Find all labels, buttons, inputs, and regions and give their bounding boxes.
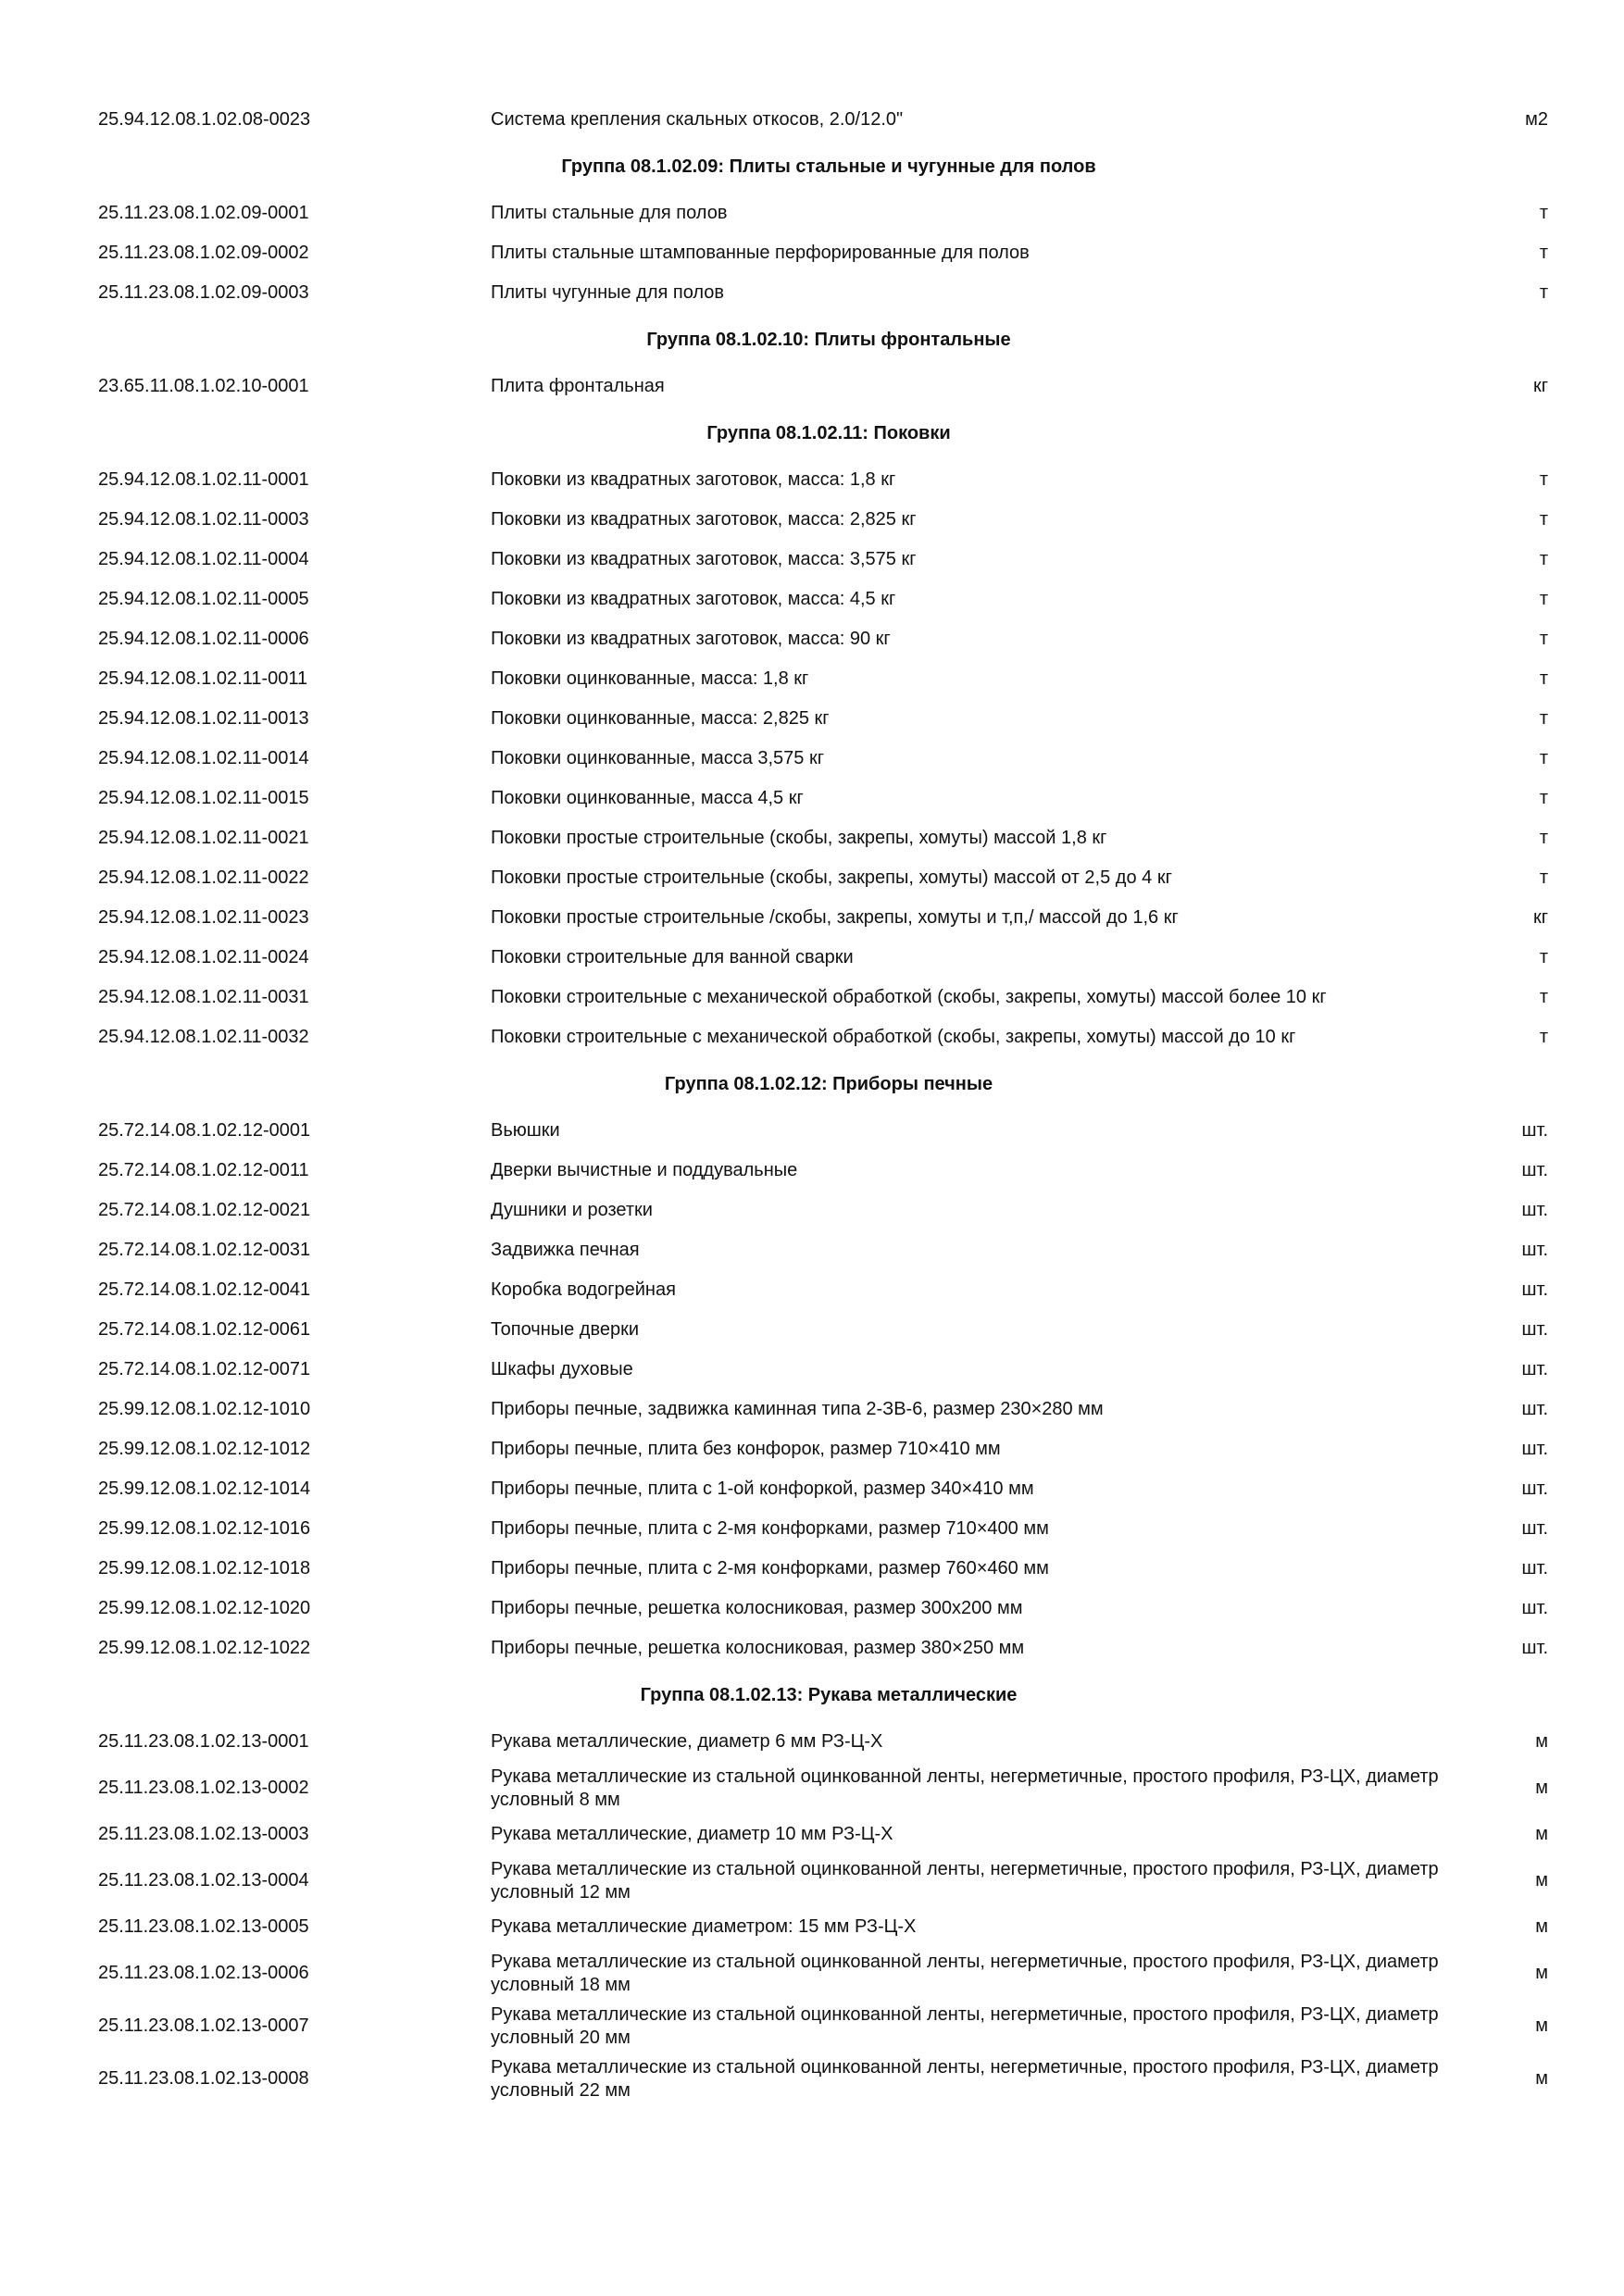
resource-code: 25.94.12.08.1.02.11-0024 [98,947,309,967]
resource-name: Рукава металлические из стальной оцинкованной ленты, негерметичные, простого профиля, РЗ-ЦХ, диаметр условный 22 мм [491,2056,1439,2101]
resource-name: Поковки из квадратных заготовок, масса: 3,575 кг [491,549,917,569]
unit-of-measure: т [1539,282,1548,303]
unit-of-measure: т [1539,203,1548,223]
resource-name: Рукава металлические из стальной оцинкованной ленты, негерметичные, простого профиля, РЗ-ЦХ, диаметр условный 12 мм [491,1858,1439,1903]
resource-code: 25.99.12.08.1.02.12-1010 [98,1399,311,1419]
table-row [98,699,1559,739]
unit-of-measure: кг [1532,376,1548,396]
resource-name: Поковки простые строительные (скобы, закрепы, хомуты) массой 1,8 кг [491,828,1107,848]
unit-of-measure: т [1539,243,1548,263]
resource-code: 25.72.14.08.1.02.12-0031 [98,1240,311,1260]
unit-of-measure: шт. [1521,1160,1548,1180]
resource-name: Плиты чугунные для полов [491,282,725,303]
table-row [98,1907,1559,1947]
resource-name: Приборы печные, плита с 2-мя конфорками, размер 760×460 мм [491,1558,1049,1578]
table-row [98,1230,1559,1270]
resource-name: Приборы печные, плита с 2-мя конфорками, размер 710×400 мм [491,1518,1049,1539]
unit-of-measure: шт. [1521,1638,1548,1658]
unit-of-measure: шт. [1521,1518,1548,1539]
table-row [98,233,1559,273]
unit-of-measure: т [1539,828,1548,848]
table-row [98,978,1559,1017]
resource-code: 25.99.12.08.1.02.12-1014 [98,1479,311,1499]
resource-code: 25.94.12.08.1.02.11-0023 [98,907,309,928]
unit-of-measure: шт. [1521,1120,1548,1141]
price-catalog-page [98,100,1559,2105]
resource-code: 25.94.12.08.1.02.08-0023 [98,109,311,130]
unit-of-measure: т [1539,947,1548,967]
unit-of-measure: м [1535,2068,1548,2089]
resource-name: Рукава металлические, диаметр 6 мм РЗ-Ц-Х [491,1731,883,1752]
resource-code: 25.99.12.08.1.02.12-1022 [98,1638,311,1658]
table-row [98,580,1559,619]
table-row [98,193,1559,233]
resource-name: Душники и розетки [491,1200,653,1220]
resource-code: 25.94.12.08.1.02.11-0006 [98,629,309,649]
resource-name: Поковки оцинкованные, масса 3,575 кг [491,748,825,768]
resource-code: 25.99.12.08.1.02.12-1018 [98,1558,311,1578]
group-heading: Группа 08.1.02.09: Плиты стальные и чугунные для полов [561,156,1096,177]
table-row [98,1854,1559,1907]
unit-of-measure: т [1539,469,1548,490]
resource-name: Поковки строительные с механической обработкой (скобы, закрепы, хомуты) массой до 10 кг [491,1027,1296,1047]
table-row [98,779,1559,818]
resource-code: 25.99.12.08.1.02.12-1020 [98,1598,311,1618]
table-row [98,1191,1559,1230]
unit-of-measure: т [1539,748,1548,768]
resource-name: Поковки оцинкованные, масса: 1,8 кг [491,668,809,689]
unit-of-measure: т [1539,589,1548,609]
resource-code: 25.11.23.08.1.02.13-0001 [98,1731,309,1752]
table-row [98,818,1559,858]
resource-code: 25.11.23.08.1.02.13-0004 [98,1870,309,1890]
resource-name: Приборы печные, плита с 1-ой конфоркой, размер 340×410 мм [491,1479,1034,1499]
resource-code: 25.72.14.08.1.02.12-0001 [98,1120,311,1141]
resource-name: Система крепления скальных откосов, 2.0/12.0" [491,109,904,130]
table-row [98,1589,1559,1628]
resource-name: Рукава металлические из стальной оцинкованной ленты, негерметичные, простого профиля, РЗ-ЦХ, диаметр условный 20 мм [491,2003,1439,2048]
unit-of-measure: т [1539,549,1548,569]
resource-name: Поковки простые строительные /скобы, закрепы, хомуты и т,п,/ массой до 1,6 кг [491,907,1179,928]
resource-code: 25.11.23.08.1.02.09-0002 [98,243,309,263]
resource-name: Поковки простые строительные (скобы, закрепы, хомуты) массой от 2,5 до 4 кг [491,867,1172,888]
resource-code: 23.65.11.08.1.02.10-0001 [98,376,309,396]
table-row [98,2053,1559,2105]
resource-name: Плита фронтальная [491,376,665,396]
resource-name: Топочные дверки [491,1319,640,1340]
resource-name: Поковки строительные для ванной сварки [491,947,854,967]
unit-of-measure: м [1535,1731,1548,1752]
table-row [98,898,1559,938]
unit-of-measure: шт. [1521,1359,1548,1379]
unit-of-measure: м [1535,1870,1548,1890]
resource-name: Дверки вычистные и поддувальные [491,1160,798,1180]
resource-name: Приборы печные, решетка колосниковая, размер 380×250 мм [491,1638,1025,1658]
unit-of-measure: шт. [1521,1479,1548,1499]
resource-code: 25.94.12.08.1.02.11-0021 [98,828,309,848]
unit-of-measure: шт. [1521,1240,1548,1260]
resource-code: 25.94.12.08.1.02.11-0005 [98,589,309,609]
resource-code: 25.11.23.08.1.02.13-0003 [98,1824,309,1844]
unit-of-measure: шт. [1521,1399,1548,1419]
unit-of-measure: шт. [1521,1598,1548,1618]
group-heading: Группа 08.1.02.13: Рукава металлические [640,1684,1018,1705]
resource-name: Плиты стальные штампованные перфорированные для полов [491,243,1030,263]
resource-name: Поковки строительные с механической обработкой (скобы, закрепы, хомуты) массой более 10 кг [491,987,1327,1007]
resource-name: Поковки из квадратных заготовок, масса: 2,825 кг [491,509,917,530]
table-row [98,1762,1559,1815]
table-row [98,273,1559,313]
resource-name: Поковки из квадратных заготовок, масса: 1,8 кг [491,469,896,490]
table-row [98,659,1559,699]
unit-of-measure: т [1539,629,1548,649]
resource-code: 25.94.12.08.1.02.11-0032 [98,1027,309,1047]
resource-code: 25.94.12.08.1.02.11-0001 [98,469,309,490]
table-row [98,367,1559,406]
resource-name: Вьюшки [491,1120,560,1141]
unit-of-measure: м [1535,1824,1548,1844]
table-row [98,500,1559,540]
resource-name: Приборы печные, решетка колосниковая, размер 300х200 мм [491,1598,1023,1618]
table-row [98,1469,1559,1509]
resource-name: Коробка водогрейная [491,1279,676,1300]
table-row [98,1722,1559,1762]
resource-name: Рукава металлические из стальной оцинкованной ленты, негерметичные, простого профиля, РЗ-ЦХ, диаметр условный 18 мм [491,1951,1439,1995]
table-row [98,1509,1559,1549]
table-row [98,739,1559,779]
resource-code: 25.11.23.08.1.02.13-0007 [98,2015,309,2036]
resource-name: Приборы печные, плита без конфорок, размер 710×410 мм [491,1439,1001,1459]
unit-of-measure: кг [1532,907,1548,928]
resource-code: 25.94.12.08.1.02.11-0003 [98,509,309,530]
resource-code: 25.94.12.08.1.02.11-0011 [98,668,308,689]
resource-name: Плиты стальные для полов [491,203,728,223]
unit-of-measure: т [1539,509,1548,530]
table-row [98,1350,1559,1390]
resource-code: 25.94.12.08.1.02.11-0013 [98,708,309,729]
unit-of-measure: шт. [1521,1558,1548,1578]
unit-of-measure: т [1539,668,1548,689]
resource-name: Рукава металлические, диаметр 10 мм РЗ-Ц-Х [491,1824,893,1844]
resource-code: 25.11.23.08.1.02.13-0008 [98,2068,309,2089]
resource-code: 25.72.14.08.1.02.12-0021 [98,1200,311,1220]
resource-code: 25.99.12.08.1.02.12-1012 [98,1439,311,1459]
group-heading: Группа 08.1.02.10: Плиты фронтальные [646,329,1011,350]
table-row [98,1390,1559,1429]
table-row [98,1151,1559,1191]
resource-code: 25.72.14.08.1.02.12-0041 [98,1279,311,1300]
resource-code: 25.72.14.08.1.02.12-0011 [98,1160,309,1180]
resource-code: 25.11.23.08.1.02.09-0001 [98,203,309,223]
table-row [98,1947,1559,2000]
unit-of-measure: т [1539,987,1548,1007]
table-row [98,1310,1559,1350]
table-row [98,1017,1559,1057]
resource-name: Рукава металлические диаметром: 15 мм РЗ-Ц-Х [491,1916,917,1937]
resource-name: Поковки оцинкованные, масса 4,5 кг [491,788,804,808]
unit-of-measure: м [1535,2015,1548,2036]
resource-code: 25.99.12.08.1.02.12-1016 [98,1518,311,1539]
table-row [98,1549,1559,1589]
unit-of-measure: м2 [1525,109,1548,130]
unit-of-measure: м [1535,1916,1548,1937]
table-row [98,619,1559,659]
resource-code: 25.94.12.08.1.02.11-0004 [98,549,309,569]
unit-of-measure: шт. [1521,1319,1548,1340]
table-row [98,460,1559,500]
resource-code: 25.72.14.08.1.02.12-0071 [98,1359,311,1379]
resource-code: 25.94.12.08.1.02.11-0031 [98,987,309,1007]
resource-name: Приборы печные, задвижка каминная типа 2-ЗВ-6, размер 230×280 мм [491,1399,1104,1419]
unit-of-measure: м [1535,1778,1548,1798]
table-row [98,1815,1559,1854]
table-row [98,1270,1559,1310]
unit-of-measure: т [1539,867,1548,888]
unit-of-measure: шт. [1521,1200,1548,1220]
unit-of-measure: т [1539,1027,1548,1047]
resource-name: Поковки из квадратных заготовок, масса: 90 кг [491,629,891,649]
resource-name: Поковки из квадратных заготовок, масса: 4,5 кг [491,589,896,609]
unit-of-measure: шт. [1521,1439,1548,1459]
resource-code: 25.11.23.08.1.02.13-0002 [98,1778,309,1798]
table-row [98,858,1559,898]
resource-code: 25.11.23.08.1.02.09-0003 [98,282,309,303]
table-row [98,540,1559,580]
table-row [98,100,1559,140]
group-heading: Группа 08.1.02.12: Приборы печные [664,1073,993,1094]
resource-code: 25.72.14.08.1.02.12-0061 [98,1319,311,1340]
table-row [98,2000,1559,2053]
resource-name: Рукава металлические из стальной оцинкованной ленты, негерметичные, простого профиля, РЗ-ЦХ, диаметр условный 8 мм [491,1766,1439,1810]
unit-of-measure: м [1535,1963,1548,1983]
resource-name: Задвижка печная [491,1240,640,1260]
unit-of-measure: т [1539,788,1548,808]
unit-of-measure: шт. [1521,1279,1548,1300]
resource-code: 25.11.23.08.1.02.13-0005 [98,1916,309,1937]
table-row [98,1429,1559,1469]
resource-name: Шкафы духовые [491,1359,633,1379]
table-row [98,938,1559,978]
resource-code: 25.11.23.08.1.02.13-0006 [98,1963,309,1983]
table-row [98,1111,1559,1151]
unit-of-measure: т [1539,708,1548,729]
resource-code: 25.94.12.08.1.02.11-0014 [98,748,309,768]
resource-name: Поковки оцинкованные, масса: 2,825 кг [491,708,830,729]
group-heading: Группа 08.1.02.11: Поковки [706,422,951,443]
table-row [98,1628,1559,1668]
resource-code: 25.94.12.08.1.02.11-0022 [98,867,309,888]
resource-code: 25.94.12.08.1.02.11-0015 [98,788,309,808]
